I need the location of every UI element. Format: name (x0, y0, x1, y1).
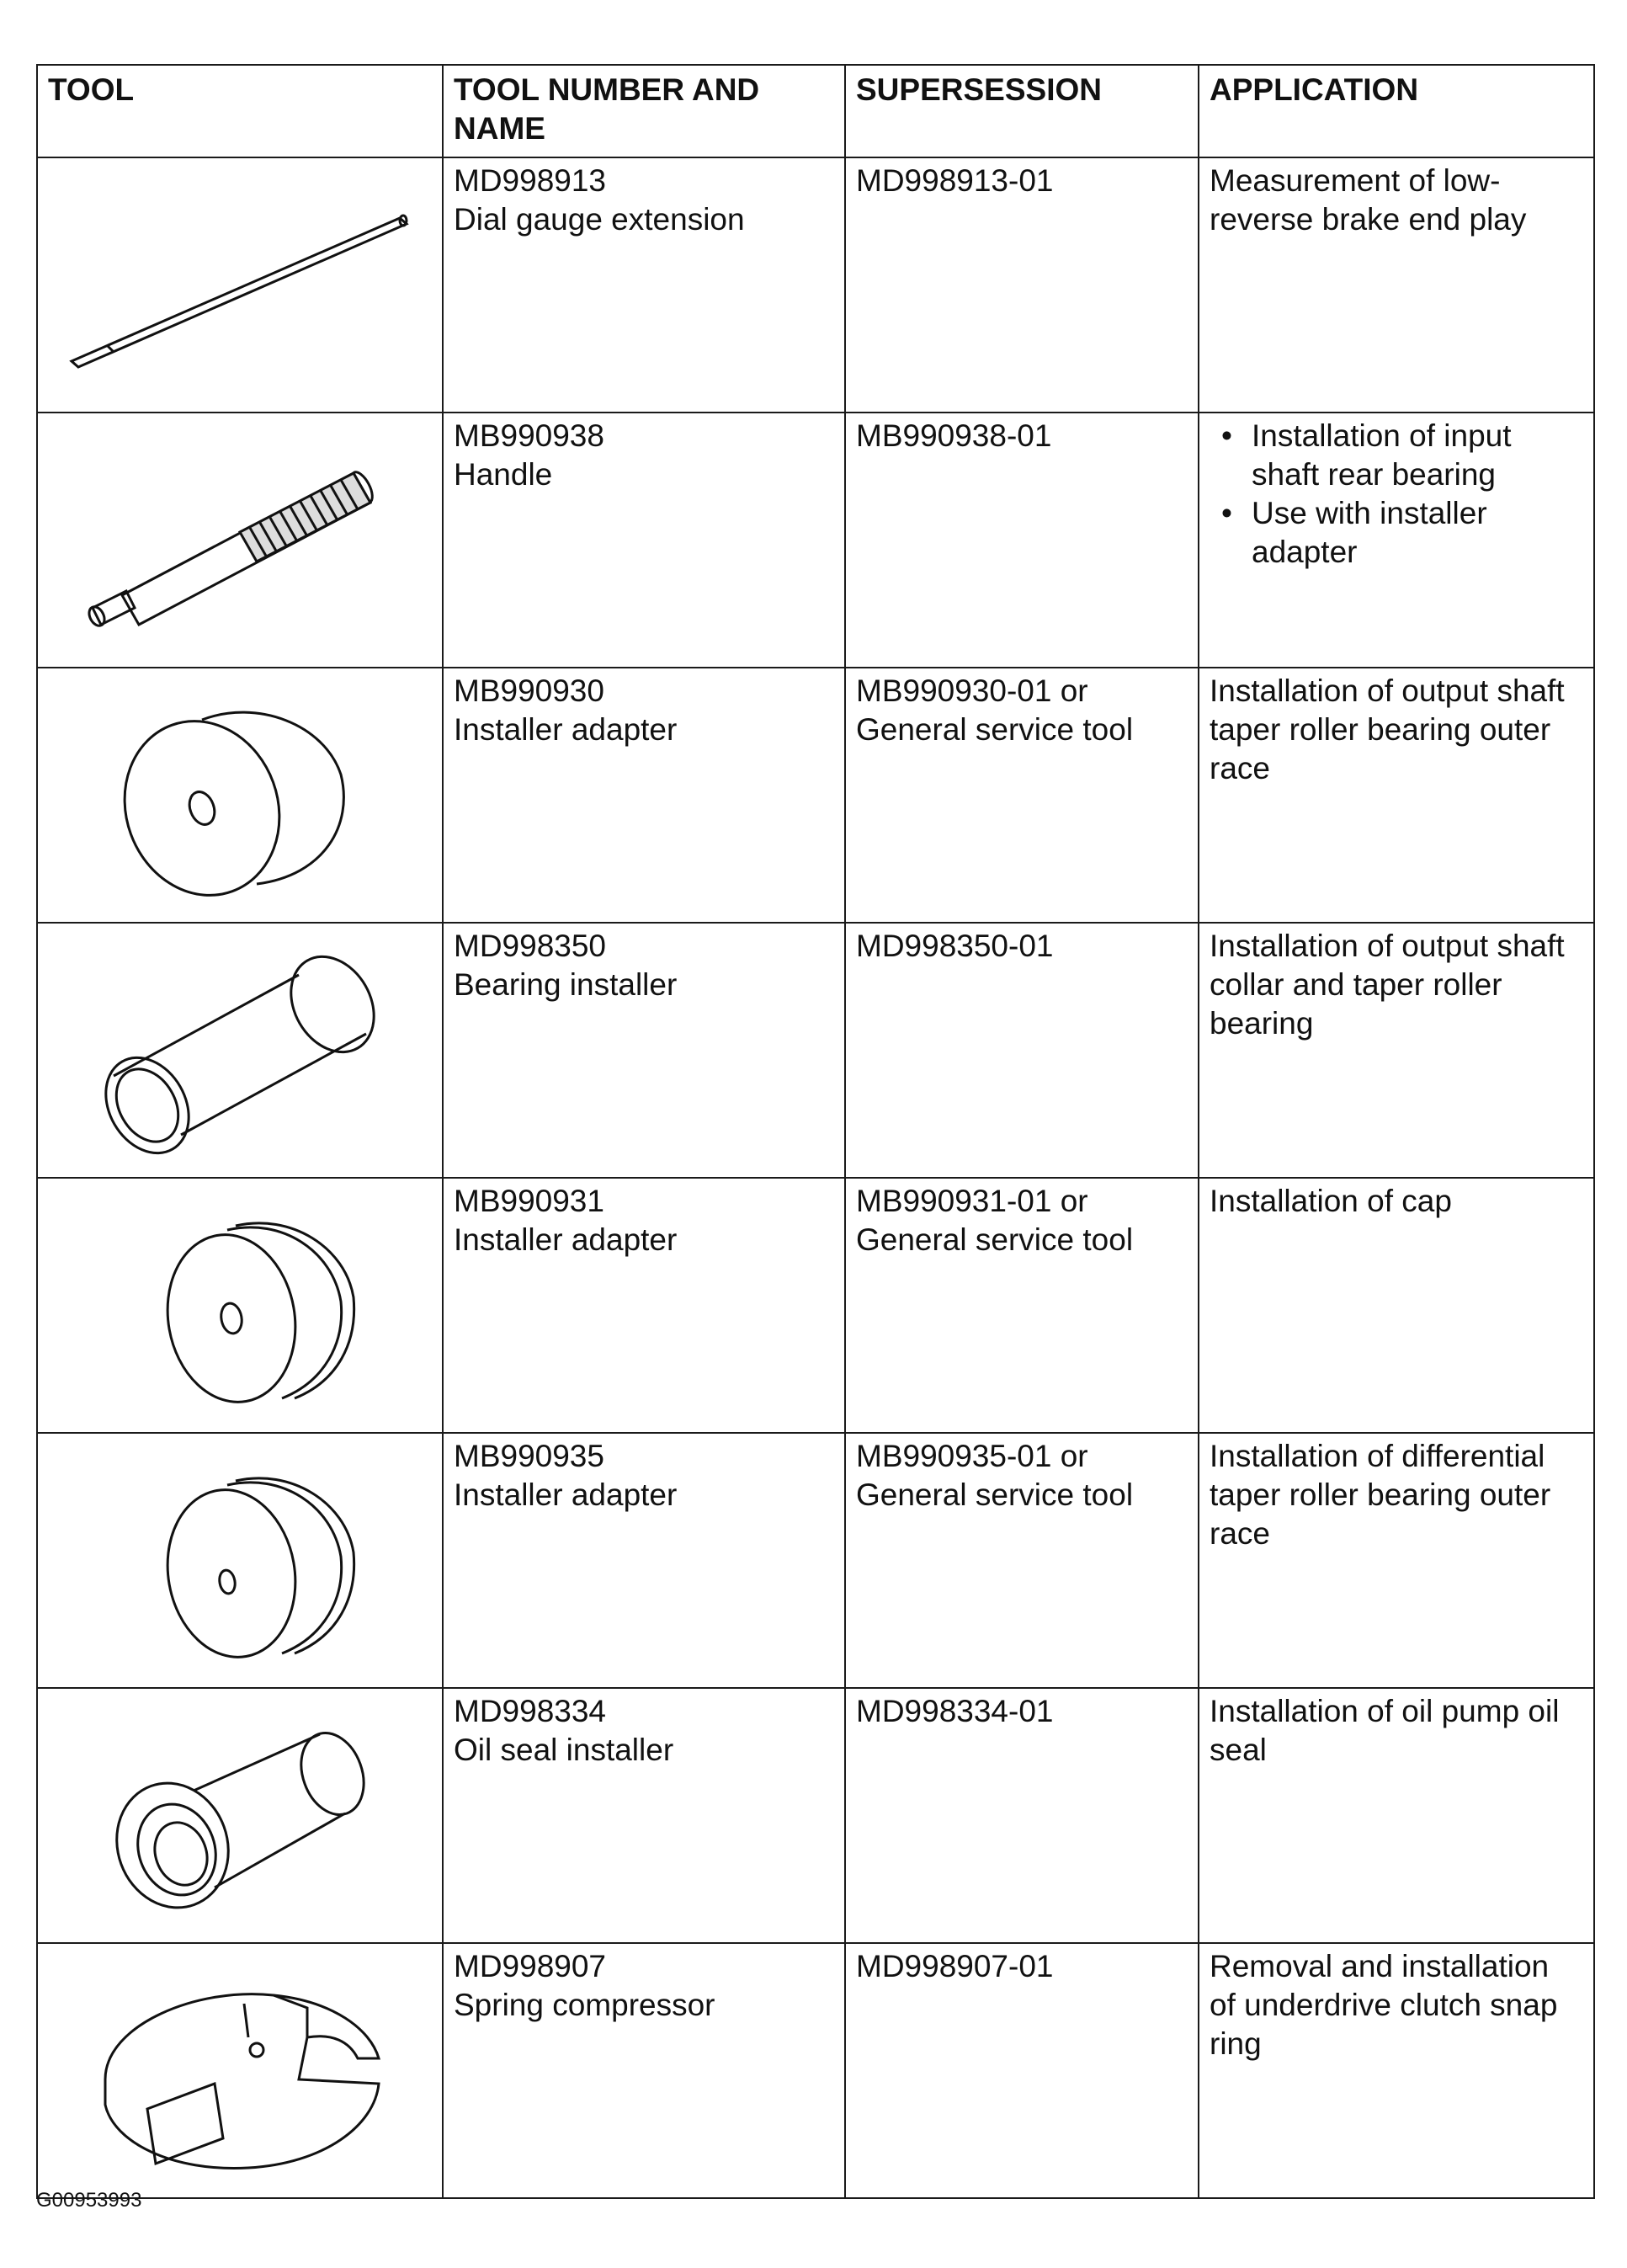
figure-id: G00953993 (36, 2189, 142, 2212)
application-cell (1199, 413, 1594, 668)
tool-name: Dial gauge extension (454, 202, 745, 237)
header-supersession: SUPERSESSION (845, 65, 1199, 157)
tool-name: Installer adapter (454, 1222, 678, 1257)
tool-name: Installer adapter (454, 1477, 678, 1512)
tool-number: MB990931 (454, 1184, 604, 1218)
application-cell: Installation of output shaft taper roller bearing outer race (1199, 668, 1594, 923)
spring-compressor-icon (55, 1957, 425, 2185)
application-cell: Installation of output shaft collar and taper roller bearing (1199, 923, 1594, 1178)
tool-number-name-cell (443, 413, 845, 668)
tool-number-name-cell (443, 668, 845, 923)
tool-number: MB990930 (454, 673, 604, 708)
installer-adapter-icon (55, 682, 425, 909)
tool-name: Spring compressor (454, 1988, 715, 2022)
header-tool-number-and-name: TOOL NUMBER AND NAME (443, 65, 845, 157)
dial-gauge-extension-icon (55, 172, 425, 399)
table-header-row (37, 65, 1594, 157)
tool-number-name-cell (443, 157, 845, 413)
table-row (37, 1433, 1594, 1688)
tool-image-cell (37, 1943, 443, 2198)
tool-name: Bearing installer (454, 967, 678, 1002)
oil-seal-installer-icon (55, 1702, 425, 1930)
tool-image-cell (37, 157, 443, 413)
tool-name: Installer adapter (454, 712, 678, 747)
tool-number: MB990938 (454, 418, 604, 453)
application-cell: Installation of oil pump oil seal (1199, 1688, 1594, 1943)
header-application: APPLICATION (1199, 65, 1594, 157)
tool-image-cell (37, 923, 443, 1178)
list-item: • Use with installer adapter (1252, 494, 1583, 572)
header-tool: TOOL (37, 65, 443, 157)
supersession-cell: MD998350-01 (845, 923, 1199, 1178)
tool-image-cell (37, 1433, 443, 1688)
supersession-cell: MD998907-01 (845, 1943, 1199, 2198)
tool-number: MD998350 (454, 929, 607, 963)
tool-number: MB990935 (454, 1439, 604, 1473)
tool-number-name-cell (443, 1433, 845, 1688)
supersession-cell: MD998334-01 (845, 1688, 1199, 1943)
table-row (37, 668, 1594, 923)
supersession-cell: MB990930-01 or General service tool (845, 668, 1199, 923)
tool-image-cell (37, 1688, 443, 1943)
supersession-cell: MB990938-01 (845, 413, 1199, 668)
tool-number: MD998907 (454, 1949, 607, 1983)
table-row (37, 1688, 1594, 1943)
table-row (37, 157, 1594, 413)
supersession-cell: MB990935-01 or General service tool (845, 1433, 1199, 1688)
tool-image-cell (37, 1178, 443, 1433)
supersession-cell: MD998913-01 (845, 157, 1199, 413)
table-row (37, 923, 1594, 1178)
tool-number: MD998334 (454, 1694, 607, 1728)
installer-adapter-icon (55, 1447, 425, 1674)
application-cell: Measurement of low-reverse brake end play (1199, 157, 1594, 413)
special-tools-table (36, 64, 1595, 2199)
table-row (37, 1178, 1594, 1433)
tool-number-name-cell (443, 1178, 845, 1433)
tool-number-name-cell (443, 1688, 845, 1943)
tool-image-cell (37, 668, 443, 923)
application-bullet-list (1210, 417, 1583, 572)
list-item: • Installation of input shaft rear bearing (1252, 417, 1583, 494)
supersession-cell: MB990931-01 or General service tool (845, 1178, 1199, 1433)
tool-number-name-cell (443, 1943, 845, 2198)
handle-icon (55, 427, 425, 654)
tool-name: Oil seal installer (454, 1733, 674, 1767)
tool-number: MD998913 (454, 163, 607, 198)
tool-name: Handle (454, 457, 553, 492)
application-cell: Installation of differential taper roller bearing outer race (1199, 1433, 1594, 1688)
bearing-installer-icon (55, 937, 425, 1164)
installer-adapter-icon (55, 1192, 425, 1419)
application-cell: Installation of cap (1199, 1178, 1594, 1433)
special-tools-sheet (36, 64, 1593, 2199)
table-row (37, 413, 1594, 668)
table-row (37, 1943, 1594, 2198)
tool-image-cell (37, 413, 443, 668)
application-cell: Removal and installation of underdrive clutch snap ring (1199, 1943, 1594, 2198)
tool-number-name-cell (443, 923, 845, 1178)
